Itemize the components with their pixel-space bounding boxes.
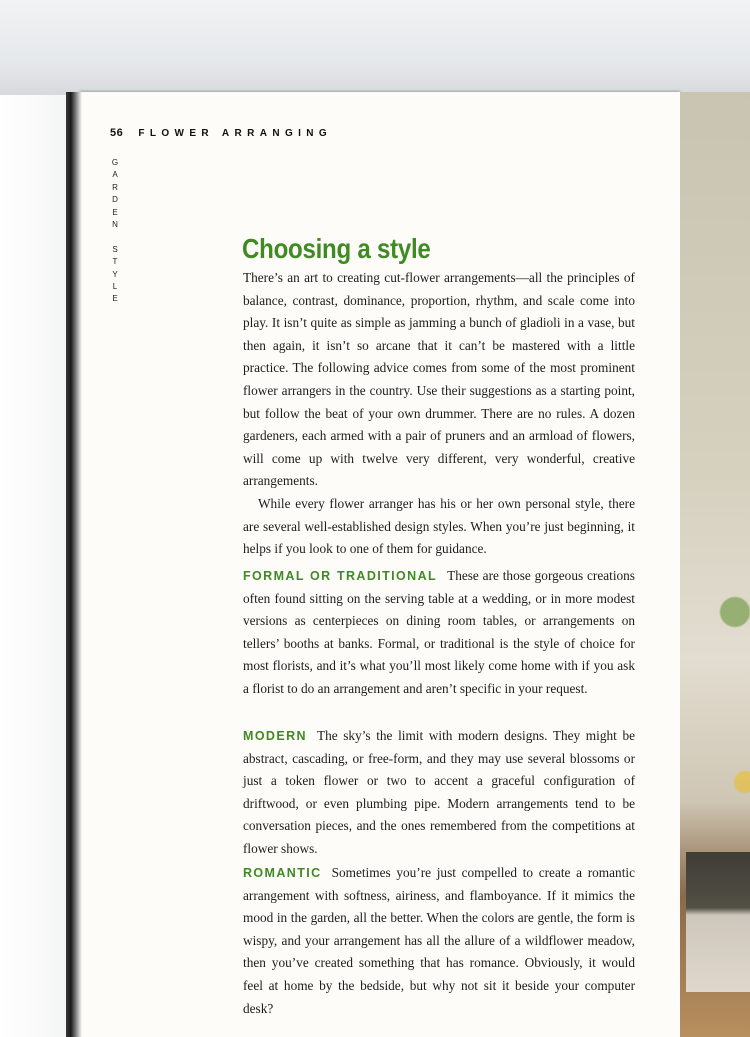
section-text-formal: These are those gorgeous creations often found sitting on the serving table at a wedding, or in more modest versions as centerpieces on dining room tables, or arrangements on tellers’ booths at banks. Formal, or traditional is the style of choice for most florists, and it’s what you’ll most likely come home with if you ask a florist to do an arrangement and aren’t specific in your request. [243,568,635,696]
page-number: 56 [110,127,124,139]
side-letter: S [112,244,118,254]
side-label-gap [110,231,120,243]
side-letter: T [112,257,118,267]
side-letter: D [112,195,118,205]
running-header [110,127,332,139]
section-text-romantic: Sometimes you’re just compelled to create a romantic arrangement with softness, airiness, and flamboyance. If it mimics the mood in the garden, all the better. When the colors are gentle, the form is wispy, and your arrangement has all the allure of a wildflower meadow, then you’ve created something that has romance. Obviously, it would feel at home by the bedside, but why not sit it beside your computer desk? [243,865,635,1016]
side-letter: E [112,207,118,217]
section-title-formal: FORMAL OR TRADITIONAL [243,569,438,583]
vertical-section-label [110,157,120,306]
photo-window-frame [686,852,750,992]
book-gutter [66,92,82,1037]
intro-paragraph-1: There’s an art to creating cut-flower arrangements—all the principles of balance, contrast, dominance, proportion, rhythm, and scale come into play. It isn’t quite as simple as jamming a bunch of gladioli in a vase, but then again, it isn’t so arcane that it can’t be mastered with a little practice. The following advice comes from some of the most prominent flower arrangers in the country. Use their suggestions as a starting point, but follow the beat of your own drummer. There are no rules. A dozen gardeners, each armed with a pair of pruners and an armload of flowers, will come up with twelve very different, very wonderful, creative arrangements. [243,270,635,489]
side-letter: E [112,294,118,304]
side-letter: L [112,281,118,291]
side-letter: Y [112,269,118,279]
side-letter: G [111,158,119,167]
intro-paragraph-2: While every flower arranger has his or her own personal style, there are several well-established design styles. When you’re just beginning, it helps if you look to one of them for guidance. [243,495,635,557]
scanner-backdrop-left [0,95,68,1037]
side-letter: R [112,182,118,192]
section-title-modern: MODERN [243,729,307,743]
section-title-romantic: ROMANTIC [243,866,322,880]
running-title: FLOWER ARRANGING [138,128,333,139]
scanner-backdrop-top [0,0,750,95]
facing-page-photo-edge [680,92,750,1037]
section-romantic [243,862,635,1020]
page-heading: Choosing a style [242,233,431,264]
side-letter: N [112,219,118,229]
side-letter: A [112,170,118,180]
intro-text [243,267,635,561]
section-modern [243,725,635,861]
section-formal [243,565,635,701]
section-text-modern: The sky’s the limit with modern designs. They might be abstract, cascading, or free-form, and they may use several blossoms or just a token flower or two to accent a graceful configuration of driftwood, or even plumbing pipe. Modern arrangements tend to be conversation pieces, and the ones remembered from the competitions at flower shows. [243,728,635,856]
